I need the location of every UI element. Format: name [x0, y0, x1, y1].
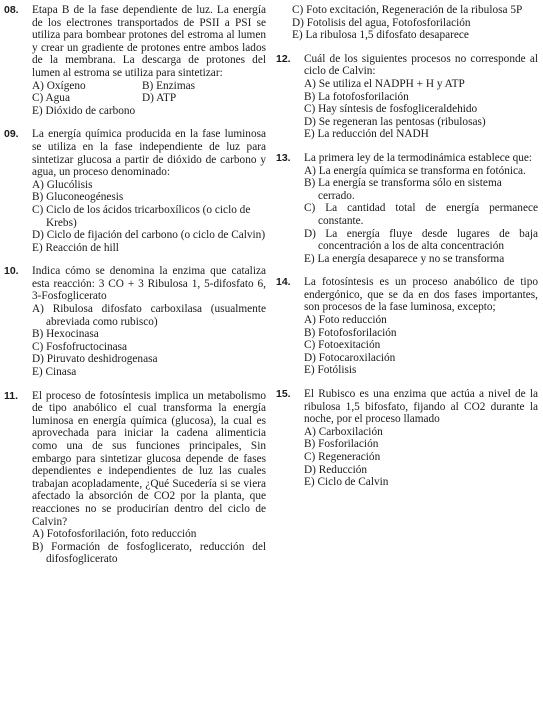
question-number: 08. — [4, 4, 19, 16]
option-e[interactable]: E) Fotólisis — [304, 364, 357, 377]
option-d[interactable]: D) Ciclo de fijación del carbono (o ciclo de Calvin) — [32, 229, 266, 242]
question-stem: El Rubisco es una enzima que actúa a nivel de la ribulosa 1,5 bifosfato, fijando al CO2 durante la noche, por el proceso llamado — [304, 388, 538, 426]
option-d[interactable]: D) Se regeneran las pentosas (ribulosas) — [304, 115, 486, 128]
options — [304, 426, 538, 489]
question-stem: El proceso de fotosíntesis implica un metabolismo de tipo anabólico el cual transforma la energía luminosa en energía química (glucosa), la cual es aprovechada para iniciar la cadena alimenticia como una de sus funciones principales, Sin embargo para sintetizar glucosa depende de fases dependientes e independientes de luz las cuales trabajan acopladamente, ¿Qué Sucedería si se viera afectado la absorción de CO2 por la planta, que reacciones no se producirían dentro del ciclo de Calvin? — [32, 389, 266, 528]
options — [304, 78, 538, 141]
option-d[interactable]: D) ATP — [142, 92, 177, 105]
option-e[interactable]: E) Cinasa — [32, 366, 77, 379]
option-b[interactable]: B) Formación de fosfoglicerato, reducción del difosfoglicerato — [32, 540, 266, 566]
option-e[interactable]: E) Ciclo de Calvin — [304, 476, 389, 489]
option-c[interactable]: C) Fosfofructocinasa — [32, 340, 128, 353]
question-14 — [276, 276, 538, 377]
option-d[interactable]: D) Fotocaroxilación — [304, 351, 396, 364]
question-number: 13. — [276, 151, 291, 164]
option-a[interactable]: A) Carboxilación — [304, 425, 383, 438]
question-08 — [4, 4, 266, 117]
question-12 — [276, 53, 538, 141]
question-stem: La energía química producida en la fase luminosa se utiliza en la fase independiente de luz para sintetizar glucosa a partir de dióxido de carbono y agua, un proceso denominado: — [32, 128, 266, 179]
option-b[interactable]: B) La fotofosforilación — [304, 90, 409, 103]
question-11 — [4, 390, 266, 566]
question-number: 11. — [4, 389, 19, 402]
option-a[interactable]: A) Se utiliza el NADPH + H y ATP — [304, 77, 465, 90]
options — [32, 528, 266, 566]
question-number: 09. — [4, 128, 19, 141]
question-number: 14. — [276, 276, 291, 289]
options — [32, 179, 266, 255]
question-stem: Indica cómo se denomina la enzima que cataliza esta reacción: 3 CO + 3 Ribulosa 1, 5-difosfato 6, 3-Fosfoglicerato — [32, 265, 266, 303]
option-e[interactable]: E) Reacción de hill — [32, 241, 119, 254]
question-13 — [276, 152, 538, 265]
option-a[interactable]: A) Foto reducción — [304, 314, 387, 327]
option-b[interactable]: B) Fotofosforilación — [304, 326, 397, 339]
option-b[interactable]: B) Hexocinasa — [32, 328, 99, 341]
option-c[interactable]: C) Foto excitación, Regeneración de la ribulosa 5P — [292, 4, 523, 16]
option-e[interactable]: E) Dióxido de carbono — [32, 104, 136, 117]
question-11-continued — [276, 4, 538, 42]
question-09 — [4, 128, 266, 254]
question-number: 15. — [276, 388, 291, 401]
option-c[interactable]: C) Ciclo de los ácidos tricarboxílicos (o ciclo de Krebs) — [32, 203, 251, 229]
question-stem: La primera ley de la termodinámica establece que: — [304, 151, 533, 164]
option-a[interactable]: A) Oxígeno — [32, 79, 86, 92]
option-b[interactable]: B) La energía se transforma sólo en sistema cerrado. — [304, 177, 502, 202]
options — [32, 80, 266, 118]
question-stem: Etapa B de la fase dependiente de luz. La energía de los electrones transportados de PSII a PSI se utiliza para bombear protones del estroma al lumen y crear un gradiente de protones entre ambos lados de la membrana. La descarga de protones del lumen al estroma se utiliza para sintetizar: — [32, 4, 266, 79]
question-15 — [276, 388, 538, 489]
left-column — [4, 4, 266, 566]
option-a[interactable]: A) Glucólisis — [32, 178, 93, 191]
option-c[interactable]: C) Fotoexitación — [304, 339, 381, 352]
option-c[interactable]: C) Regeneración — [304, 451, 381, 463]
question-stem: La fotosíntesis es un proceso anabólico de tipo endergónico, que se da en dos fases importantes, son procesos de la fase luminosa, excepto; — [304, 276, 538, 314]
option-e[interactable]: E) La energía desaparece y no se transforma — [304, 252, 505, 265]
option-e[interactable]: E) La reducción del NADH — [304, 128, 429, 141]
option-c[interactable]: C) Agua — [32, 92, 70, 105]
option-d[interactable]: D) Fotolisis del agua, Fotofosforilación — [292, 16, 471, 29]
option-c[interactable]: C) Hay síntesis de fosfogliceraldehido — [304, 103, 478, 116]
option-b[interactable]: B) Enzimas — [142, 79, 196, 92]
option-d[interactable]: D) La energía fluye desde lugares de baja concentración a los de alta concentración — [304, 227, 538, 253]
question-10 — [4, 265, 266, 378]
options — [304, 165, 538, 266]
option-a[interactable]: A) Ribulosa difosfato carboxilasa (usualmente abreviada como rubisco) — [32, 303, 266, 328]
option-d[interactable]: D) Reducción — [304, 463, 368, 476]
question-number: 12. — [276, 52, 291, 65]
right-column — [276, 4, 538, 489]
options — [304, 314, 538, 377]
option-b[interactable]: B) Fosforilación — [304, 438, 379, 451]
option-c[interactable]: C) La cantidad total de energía permanece constante. — [304, 202, 538, 227]
option-a[interactable]: A) La energía química se transforma en fotónica. — [304, 164, 526, 177]
option-b[interactable]: B) Gluconeogénesis — [32, 191, 124, 204]
question-stem: Cuál de los siguientes procesos no corresponde al ciclo de Calvin: — [304, 52, 538, 78]
option-e[interactable]: E) La ribulosa 1,5 difosfato desaparece — [292, 29, 469, 42]
options — [292, 4, 538, 42]
option-a[interactable]: A) Fotofosforilación, foto reducción — [32, 528, 197, 541]
option-d[interactable]: D) Piruvato deshidrogenasa — [32, 353, 158, 366]
options — [32, 303, 266, 379]
question-number: 10. — [4, 265, 19, 278]
